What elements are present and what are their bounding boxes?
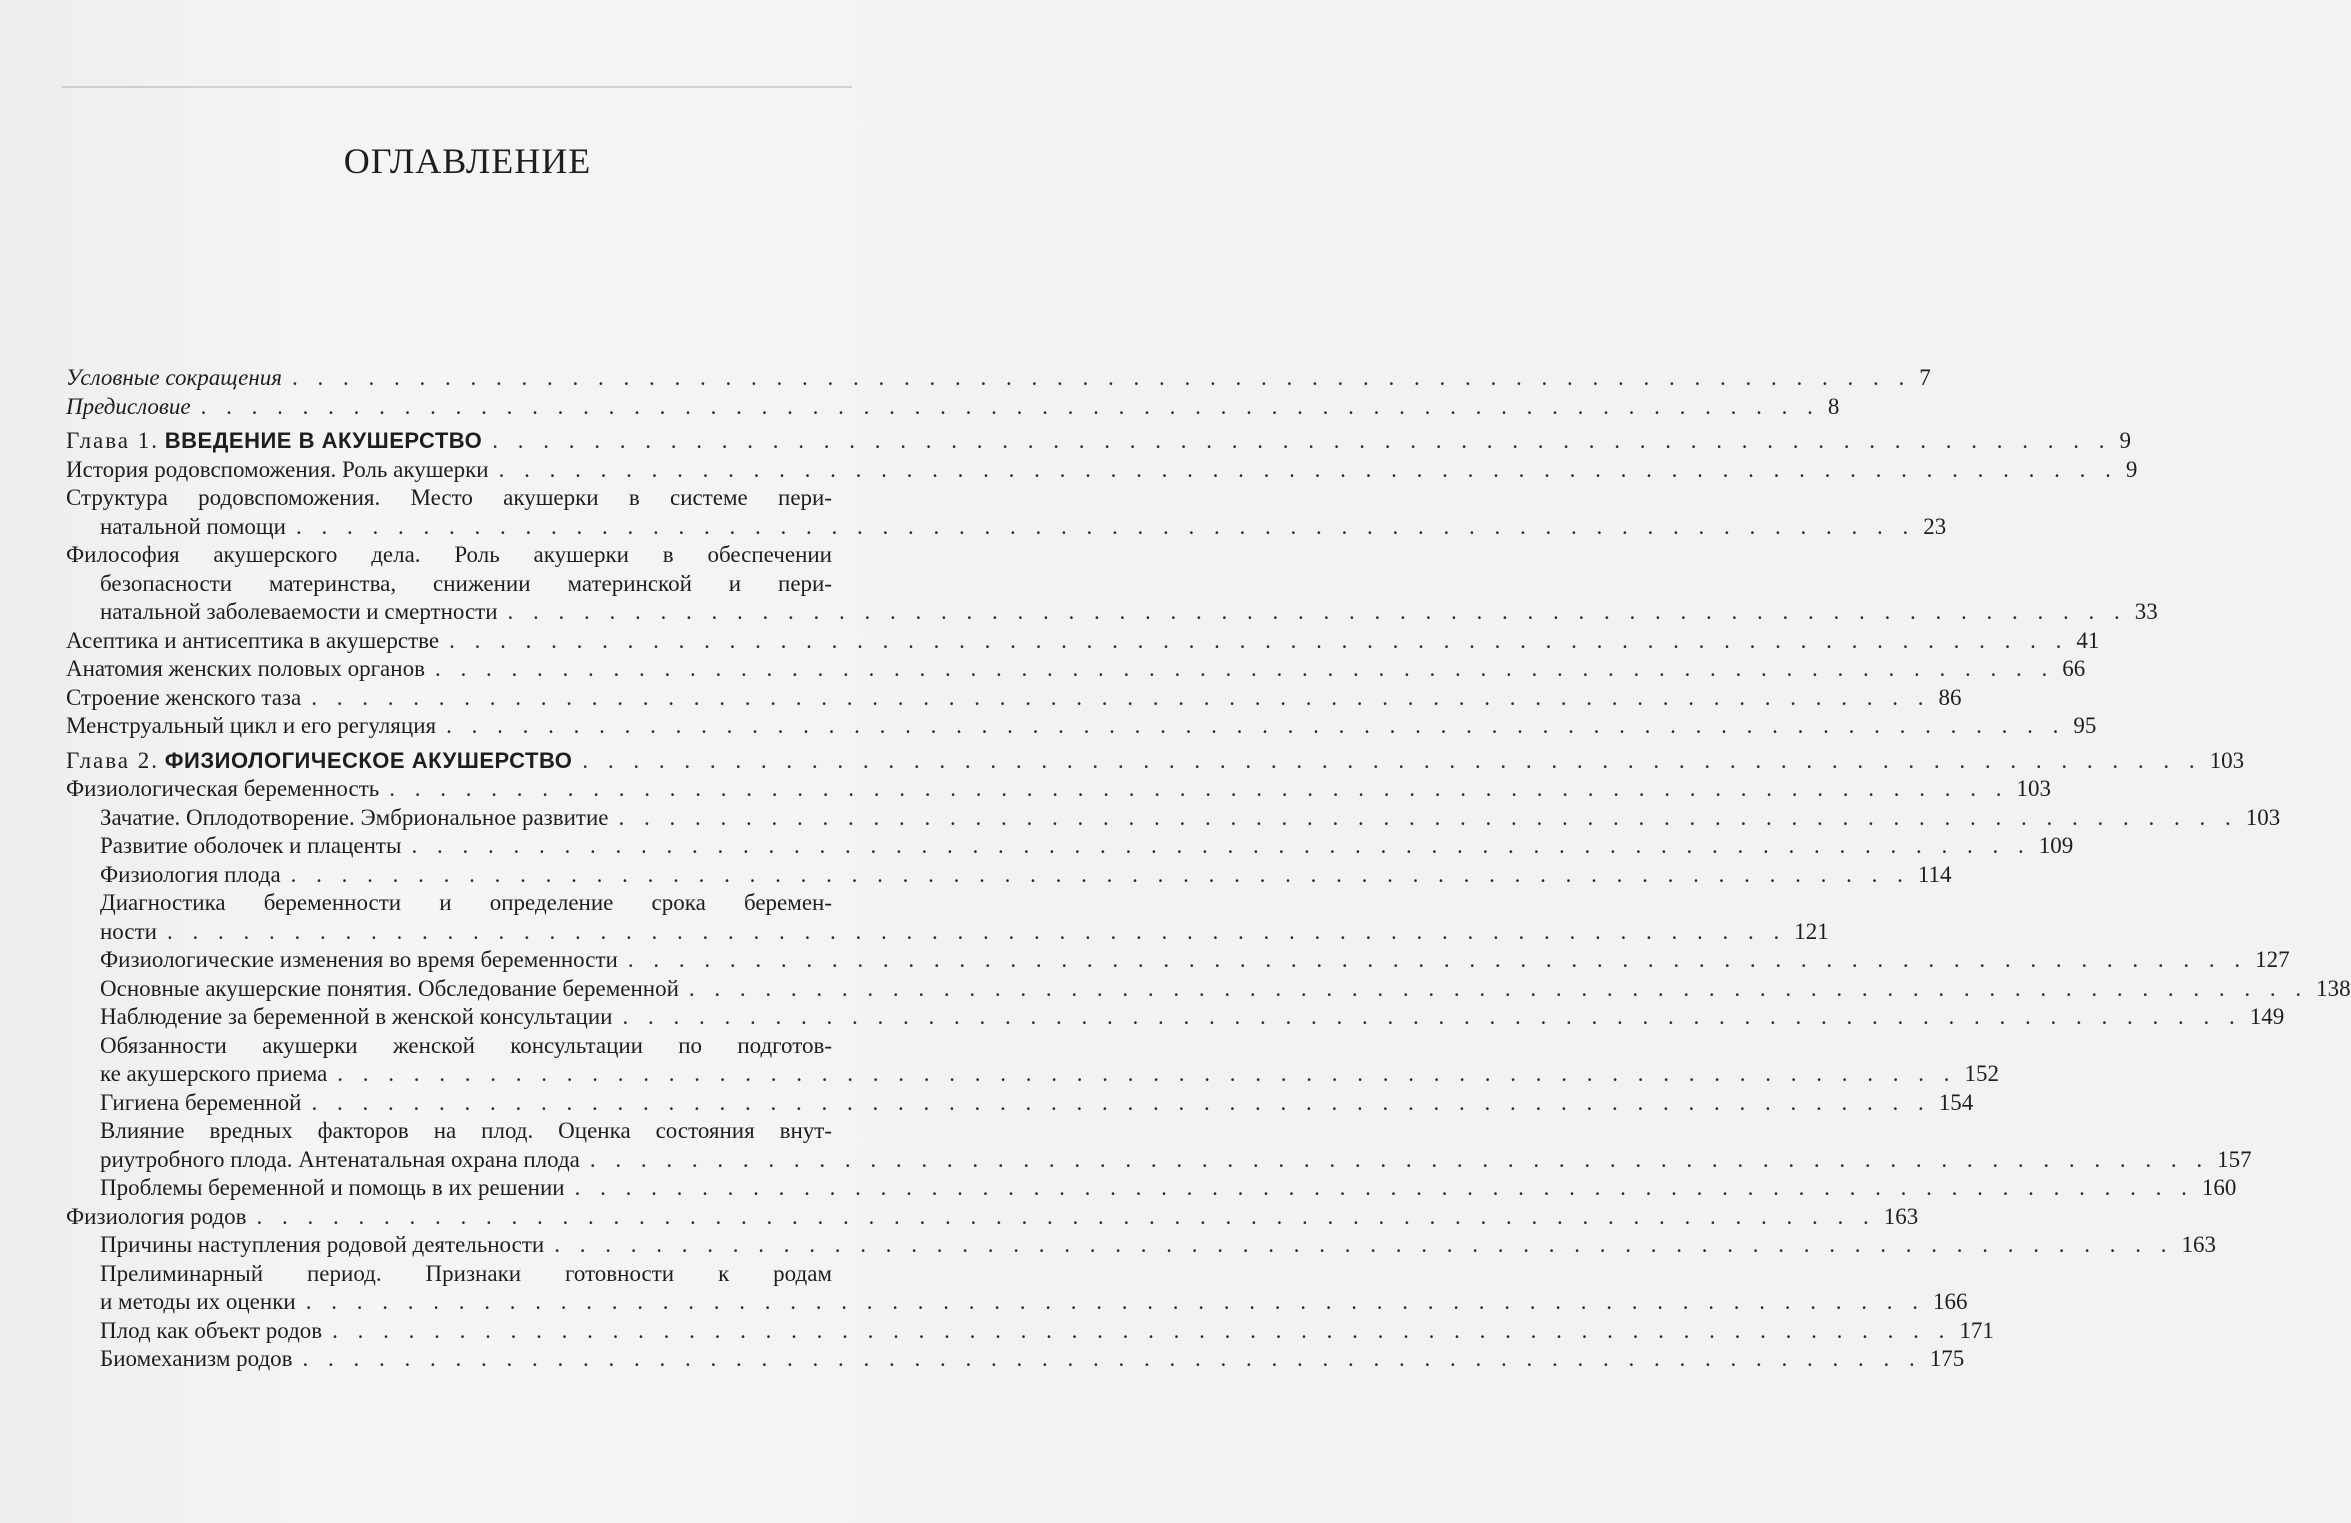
toc-entry: [66, 484, 1947, 541]
toc-page-number: 157: [2217, 1146, 2252, 1172]
toc-chapter: [66, 747, 2245, 776]
leader-dots: . . . . . . . . . . . . . . . . . . . . . . . . . . . . . . . . . . . . . . . . . . . . . . . . . . . . . . . . . . . . . . . .: [302, 1346, 1922, 1371]
toc-page-number: 103: [2016, 776, 2051, 801]
toc-entry-title: Анатомия женских половых органов: [66, 656, 425, 681]
toc-entry: [66, 456, 2138, 485]
toc-entry-title-line: Прелиминарный период. Признаки готовности к родам: [100, 1260, 832, 1286]
toc-entry-title: натальной заболеваемости и смертности: [100, 599, 498, 624]
toc-chapter: [66, 427, 2131, 456]
toc-page-number: 121: [1794, 918, 1829, 944]
leader-dots: . . . . . . . . . . . . . . . . . . . . . . . . . . . . . . . . . . . . . . . . . . . . . . . . . . . . . . . . . . . . . . . .: [582, 747, 2202, 773]
leader-dots: . . . . . . . . . . . . . . . . . . . . . . . . . . . . . . . . . . . . . . . . . . . . . . . . . . . . . . . . . . . . . . . .: [311, 1089, 1931, 1115]
toc-page-number: 171: [1959, 1317, 1994, 1343]
toc-entry-title: История родовспоможения. Роль акушерки: [66, 456, 489, 482]
chapter-number: Глава 2.: [66, 747, 160, 773]
page-title: ОГЛАВЛЕНИЕ: [343, 141, 592, 181]
toc-entry-title: Плод как объект родов: [100, 1317, 323, 1343]
toc-entry-title: ности: [100, 918, 157, 944]
table-of-contents: [66, 364, 2351, 1374]
leader-dots: . . . . . . . . . . . . . . . . . . . . . . . . . . . . . . . . . . . . . . . . . . . . . . . . . . . . . . . . . . . . . . . .: [305, 1289, 1925, 1314]
toc-page-number: 23: [1923, 513, 1947, 539]
toc-page-number: 103: [2245, 804, 2281, 830]
toc-entry-title: Физиологическая беременность: [66, 776, 380, 801]
toc-entry: [66, 1203, 1919, 1232]
toc-entry-title: Предисловие: [66, 393, 191, 419]
toc-page-number: 7: [1919, 365, 1931, 390]
leader-dots: . . . . . . . . . . . . . . . . . . . . . . . . . . . . . . . . . . . . . . . . . . . . . . . . . . . . . . . . . . . . . . . .: [295, 513, 1916, 539]
toc-page-number: 149: [2249, 1004, 2285, 1029]
toc-page-number: 41: [2076, 627, 2100, 653]
leader-dots: . . . . . . . . . . . . . . . . . . . . . . . . . . . . . . . . . . . . . . . . . . . . . . . . . . . . . . . . . . . . . . . .: [166, 918, 1787, 944]
toc-entry-title: ке акушерского приема: [100, 1061, 328, 1086]
toc-entry: [66, 832, 2074, 861]
toc-entry: [66, 1260, 1968, 1317]
toc-entry: [66, 1032, 2000, 1089]
toc-entry: [66, 541, 2158, 627]
toc-entry-title: Основные акушерские понятия. Обследование беременной: [100, 975, 679, 1001]
toc-page-number: 154: [1938, 1089, 1974, 1115]
leader-dots: . . . . . . . . . . . . . . . . . . . . . . . . . . . . . . . . . . . . . . . . . . . . . . . . . . . . . . . . . . . . . . . .: [389, 776, 2009, 801]
toc-entry: [66, 684, 1962, 713]
toc-page-number: 33: [2134, 599, 2158, 624]
toc-entry: [66, 1231, 2216, 1260]
leader-dots: . . . . . . . . . . . . . . . . . . . . . . . . . . . . . . . . . . . . . . . . . . . . . . . . . . . . . . . . . . . . . . . .: [507, 599, 2127, 624]
toc-entry: [66, 1345, 1965, 1374]
chapter-number: Глава 1.: [66, 428, 160, 453]
toc-page-number: 103: [2209, 747, 2245, 773]
toc-page-number: 8: [1827, 393, 1840, 419]
toc-entry: [66, 889, 1829, 946]
toc-entry-title-line: Влияние вредных факторов на плод. Оценка состояния внут-: [100, 1118, 832, 1143]
toc-page-number: 86: [1938, 684, 1962, 710]
toc-entry: [66, 975, 2351, 1004]
chapter-title: ВВЕДЕНИЕ В АКУШЕРСТВО: [164, 428, 483, 453]
leader-dots: . . . . . . . . . . . . . . . . . . . . . . . . . . . . . . . . . . . . . . . . . . . . . . . . . . . . . . . . . . . . . . . .: [200, 393, 1820, 419]
leader-dots: . . . . . . . . . . . . . . . . . . . . . . . . . . . . . . . . . . . . . . . . . . . . . . . . . . . . . . . . . . . . . . . .: [627, 947, 2248, 972]
leader-dots: . . . . . . . . . . . . . . . . . . . . . . . . . . . . . . . . . . . . . . . . . . . . . . . . . . . . . . . . . . . . . . . .: [332, 1317, 1952, 1343]
leader-dots: . . . . . . . . . . . . . . . . . . . . . . . . . . . . . . . . . . . . . . . . . . . . . . . . . . . . . . . . . . . . . . . .: [574, 1175, 2194, 1200]
toc-entry-title: Менструальный цикл и его регуляция: [66, 713, 437, 738]
toc-page-number: 166: [1932, 1289, 1968, 1314]
toc-entry-title: Условные сокращения: [66, 365, 282, 390]
toc-entry: [66, 946, 2290, 975]
toc-entry-title-line: Философия акушерского дела. Роль акушерки в обеспечении: [66, 542, 832, 567]
toc-entry-title: Проблемы беременной и помощь в их решении: [100, 1175, 565, 1200]
leader-dots: . . . . . . . . . . . . . . . . . . . . . . . . . . . . . . . . . . . . . . . . . . . . . . . . . . . . . . . . . . . . . . . .: [290, 861, 1910, 887]
toc-entry: [66, 364, 1931, 393]
toc-page-number: 114: [1917, 861, 1952, 887]
toc-entry: [66, 627, 2100, 656]
leader-dots: . . . . . . . . . . . . . . . . . . . . . . . . . . . . . . . . . . . . . . . . . . . . . . . . . . . . . . . . . . . . . . . .: [434, 656, 2055, 681]
toc-page-number: 127: [2255, 947, 2290, 972]
leader-dots: . . . . . . . . . . . . . . . . . . . . . . . . . . . . . . . . . . . . . . . . . . . . . . . . . . . . . . . . . . . . . . . .: [337, 1061, 1957, 1086]
toc-entry: [66, 775, 2051, 804]
leader-dots: . . . . . . . . . . . . . . . . . . . . . . . . . . . . . . . . . . . . . . . . . . . . . . . . . . . . . . . . . . . . . . . .: [688, 975, 2309, 1001]
leader-dots: . . . . . . . . . . . . . . . . . . . . . . . . . . . . . . . . . . . . . . . . . . . . . . . . . . . . . . . . . . . . . . . .: [492, 428, 2112, 453]
toc-entry-title: Биомеханизм родов: [100, 1346, 293, 1371]
toc-page-number: 160: [2201, 1175, 2237, 1200]
toc-page-number: 66: [2062, 656, 2086, 681]
toc-entry-title: Причины наступления родовой деятельности: [100, 1232, 545, 1257]
toc-entry-title: Физиология родов: [66, 1203, 247, 1229]
toc-entry-title-line: безопасности материнства, снижении материнской и пери-: [100, 570, 832, 596]
leader-dots: . . . . . . . . . . . . . . . . . . . . . . . . . . . . . . . . . . . . . . . . . . . . . . . . . . . . . . . . . . . . . . . .: [618, 804, 2238, 830]
leader-dots: . . . . . . . . . . . . . . . . . . . . . . . . . . . . . . . . . . . . . . . . . . . . . . . . . . . . . . . . . . . . . . . .: [589, 1146, 2210, 1172]
toc-entry-title-line: Диагностика беременности и определение срока беремен-: [100, 890, 832, 915]
leader-dots: . . . . . . . . . . . . . . . . . . . . . . . . . . . . . . . . . . . . . . . . . . . . . . . . . . . . . . . . . . . . . . . .: [622, 1004, 2242, 1029]
chapter-title: ФИЗИОЛОГИЧЕСКОЕ АКУШЕРСТВО: [164, 747, 573, 773]
toc-page-number: 163: [2181, 1232, 2216, 1257]
leader-dots: . . . . . . . . . . . . . . . . . . . . . . . . . . . . . . . . . . . . . . . . . . . . . . . . . . . . . . . . . . . . . . . .: [291, 365, 1912, 390]
toc-entry-title: и методы их оценки: [100, 1289, 296, 1314]
toc-entry-title: Зачатие. Оплодотворение. Эмбриональное развитие: [100, 804, 609, 830]
toc-entry-title-line: Обязанности акушерки женской консультации по подготов-: [100, 1032, 832, 1058]
toc-entry-title: риутробного плода. Антенатальная охрана плода: [100, 1146, 580, 1172]
toc-entry: [66, 804, 2281, 833]
toc-entry-title: Развитие оболочек и плаценты: [100, 833, 402, 858]
toc-entry-title: Физиология плода: [100, 861, 281, 887]
toc-entry-title: Асептика и антисептика в акушерстве: [66, 627, 440, 653]
leader-dots: . . . . . . . . . . . . . . . . . . . . . . . . . . . . . . . . . . . . . . . . . . . . . . . . . . . . . . . . . . . . . . . .: [311, 684, 1931, 710]
toc-page-number: 163: [1883, 1203, 1919, 1229]
leader-dots: . . . . . . . . . . . . . . . . . . . . . . . . . . . . . . . . . . . . . . . . . . . . . . . . . . . . . . . . . . . . . . . .: [498, 456, 2118, 482]
toc-page-number: 9: [2119, 428, 2131, 453]
toc-page-number: 9: [2125, 456, 2138, 482]
toc-entry-title: Гигиена беременной: [100, 1089, 302, 1115]
toc-entry-title: Наблюдение за беременной в женской консультации: [100, 1004, 613, 1029]
toc-page-number: 109: [2038, 833, 2074, 858]
toc-entry: [66, 655, 2086, 684]
toc-entry: [66, 1117, 2252, 1174]
leader-dots: . . . . . . . . . . . . . . . . . . . . . . . . . . . . . . . . . . . . . . . . . . . . . . . . . . . . . . . . . . . . . . . .: [554, 1232, 2174, 1257]
toc-entry-title: Физиологические изменения во время беременности: [100, 947, 618, 972]
leader-dots: . . . . . . . . . . . . . . . . . . . . . . . . . . . . . . . . . . . . . . . . . . . . . . . . . . . . . . . . . . . . . . . .: [256, 1203, 1876, 1229]
toc-entry: [66, 1003, 2285, 1032]
toc-entry-title-line: Структура родовспоможения. Место акушерки в системе пери-: [66, 485, 832, 510]
toc-entry: [66, 712, 2097, 741]
toc-entry: [66, 1317, 1994, 1346]
toc-entry: [66, 861, 1952, 890]
toc-entry: [66, 1174, 2237, 1203]
toc-entry-title: Строение женского таза: [66, 684, 302, 710]
toc-page-number: 138: [2316, 975, 2351, 1001]
toc-page-number: 152: [1964, 1061, 2000, 1086]
leader-dots: . . . . . . . . . . . . . . . . . . . . . . . . . . . . . . . . . . . . . . . . . . . . . . . . . . . . . . . . . . . . . . . .: [411, 833, 2031, 858]
toc-page-number: 175: [1929, 1346, 1965, 1371]
toc-entry: [66, 1089, 1974, 1118]
leader-dots: . . . . . . . . . . . . . . . . . . . . . . . . . . . . . . . . . . . . . . . . . . . . . . . . . . . . . . . . . . . . . . . .: [446, 713, 2066, 738]
toc-entry: [66, 393, 1840, 422]
leader-dots: . . . . . . . . . . . . . . . . . . . . . . . . . . . . . . . . . . . . . . . . . . . . . . . . . . . . . . . . . . . . . . . .: [449, 627, 2069, 653]
toc-page-number: 95: [2073, 713, 2097, 738]
toc-entry-title: натальной помощи: [100, 513, 286, 539]
